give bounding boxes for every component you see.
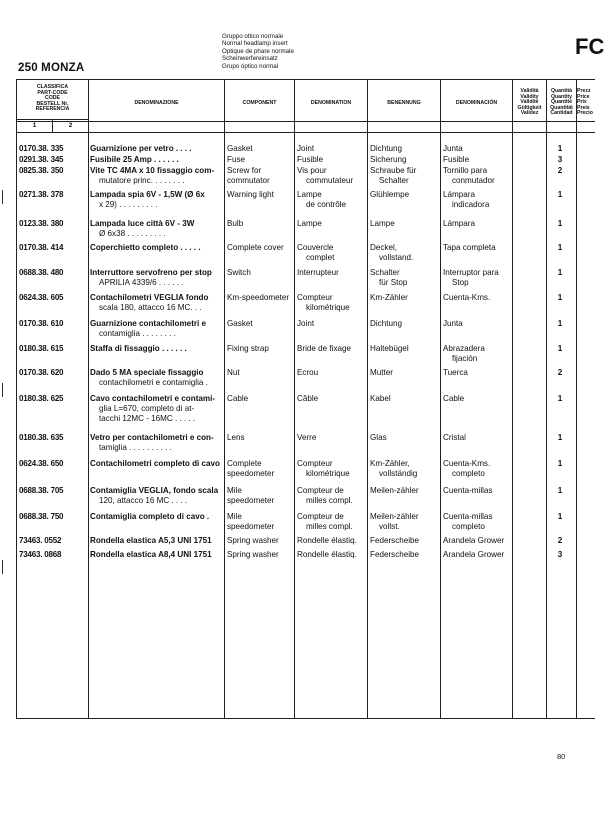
description-en-line: Fixing strap [227, 344, 269, 353]
description-fr-line: milles compl. [306, 496, 353, 505]
description-it-line: contamiglia . . . . . . . . [99, 329, 176, 338]
description-it-line: Lampada luce città 6V - 3W [90, 219, 195, 228]
description-en-line: Cable [227, 394, 249, 403]
part-code: 0624.38. 650 [19, 459, 64, 468]
description-es-line: Tornillo para [443, 166, 488, 175]
description-en-line: Complete [227, 459, 262, 468]
description-en-line: Warning light [227, 190, 274, 199]
margin-mark [2, 190, 9, 204]
description-it-line: tacchi 12MC - 16MC . . . . . [99, 414, 196, 423]
description-de-line: Glas [370, 433, 387, 442]
description-it-line: Guarnizione contachilometri e [90, 319, 207, 328]
description-it-line: Contamiglia VEGLIA, fondo scala [90, 486, 219, 495]
description-it-line: scala 180, attacco 16 MC. . . [99, 303, 202, 312]
part-code: 0271.38. 378 [19, 190, 64, 199]
description-fr-line: Verre [297, 433, 317, 442]
description-es-line: indicadora [452, 200, 490, 209]
quantity: 1 [557, 293, 563, 302]
description-it-line: Contachilometri VEGLIA fondo [90, 293, 209, 302]
description-it-line: Vite TC 4MA x 10 fissaggio com- [90, 166, 215, 175]
description-en-line: Screw for [227, 166, 262, 175]
description-de-line: Glühlempe [370, 190, 410, 199]
description-fr-line: Câble [297, 394, 319, 403]
part-code: 0291.38. 345 [19, 155, 64, 164]
subtitle-de: Scheinwerfereinsatz [222, 55, 278, 63]
part-code: 0170.38. 620 [19, 368, 64, 377]
header-bottom-border [16, 121, 595, 122]
quantity: 1 [557, 394, 563, 403]
part-code: 0688.38. 480 [19, 268, 64, 277]
description-es-line: Cuenta-Kms. [443, 459, 491, 468]
description-fr-line: Rondelle élastiq. [297, 550, 357, 559]
model-title: 250 MONZA [18, 62, 85, 74]
description-de-line: Km-Zähler [370, 293, 408, 302]
description-fr-line: Couvercle [297, 243, 334, 252]
quantity: 1 [557, 512, 563, 521]
description-de-line: vollst. [379, 522, 400, 531]
margin-mark [2, 560, 9, 574]
description-en-line: Mile [227, 512, 242, 521]
description-it-line: Dado 5 MA speciale fissaggio [90, 368, 204, 377]
description-en-line: Nut [227, 368, 240, 377]
description-it-line: Contachilometri completo di cavo [90, 459, 220, 468]
description-fr-line: Fusible [297, 155, 324, 164]
description-de-line: Federscheibe [370, 536, 420, 545]
col-border [440, 79, 441, 719]
description-es-line: Abrazadera [443, 344, 485, 353]
quantity: 1 [557, 190, 563, 199]
description-it-line: Fusibile 25 Amp . . . . . . [90, 155, 179, 164]
description-de-line: Haltebügel [370, 344, 409, 353]
table-bottom-border [16, 718, 595, 719]
part-code: 0180.38. 635 [19, 433, 64, 442]
quantity: 2 [557, 536, 563, 545]
col-border [224, 79, 225, 719]
header-quantita: Quantità Quantity Quantité Quantität Cantidad [550, 88, 573, 117]
description-it-line: Rondella elastica A8,4 UNI 1751 [90, 550, 212, 559]
description-it-line: Cavo contachilometri e contami- [90, 394, 216, 403]
subtitle-fr: Optique de phare normale [222, 47, 294, 55]
quantity: 2 [557, 368, 563, 377]
quantity: 1 [557, 219, 563, 228]
description-it-line: Coperchietto completo . . . . . [90, 243, 201, 252]
description-de-line: Dichtung [370, 144, 402, 153]
part-code: 0170.38. 610 [19, 319, 64, 328]
description-de-line: Meilen-zähler [370, 512, 419, 521]
description-es-line: Arandela Grower [443, 550, 505, 559]
description-es-line: Junta [443, 319, 463, 328]
description-en-line: Switch [227, 268, 251, 277]
description-en-line: Mile [227, 486, 242, 495]
col-border [367, 79, 368, 719]
description-de-line: vollständig [379, 469, 418, 478]
corner-section-code: FC [575, 34, 604, 59]
description-es-line: completo [452, 469, 485, 478]
header-denomination: DENOMINATION [310, 100, 352, 106]
description-en-line: Km-speedometer [227, 293, 290, 302]
description-de-line: Schalter [370, 268, 400, 277]
description-es-line: conmutador [452, 176, 495, 185]
description-fr-line: Compteur de [297, 486, 344, 495]
description-en-line: commutator [227, 176, 270, 185]
description-es-line: Interruptor para [443, 268, 499, 277]
description-fr-line: Compteur de [297, 512, 344, 521]
description-es-line: Junta [443, 144, 463, 153]
description-fr-line: Compteur [297, 459, 333, 468]
description-en-line: Lens [227, 433, 245, 442]
description-fr-line: complet [306, 253, 335, 262]
description-fr-line: Ecrou [297, 368, 319, 377]
quantity: 1 [557, 144, 563, 153]
description-it-line: x 29) . . . . . . . . . [99, 200, 158, 209]
description-en-line: Complete cover [227, 243, 284, 252]
description-es-line: Cuenta-millas [443, 486, 493, 495]
description-es-line: Cable [443, 394, 465, 403]
header-denominacion: DENOMINACIÓN [455, 100, 498, 106]
description-de-line: Km-Zähler, [370, 459, 410, 468]
header-sub-1: 1 [32, 122, 37, 129]
description-fr-line: Compteur [297, 293, 333, 302]
part-code: 0688.38. 750 [19, 512, 64, 521]
part-code: 73463. 0868 [19, 550, 62, 559]
description-it-line: Rondella elastica A5,3 UNI 1751 [90, 536, 212, 545]
description-de-line: Sicherung [370, 155, 407, 164]
description-de-line: Schalter [379, 176, 409, 185]
quantity: 1 [557, 243, 563, 252]
description-en-line: speedometer [227, 496, 275, 505]
header-classifica: CLASSIFICA PART-CODE CODE BESTELL Nr. REFERENCIA [35, 84, 70, 113]
description-it-line: 120, attacco 16 MC . . . . [99, 496, 188, 505]
description-de-line: Kabel [370, 394, 391, 403]
description-es-line: completo [452, 522, 485, 531]
description-es-line: Cuenta-millas [443, 512, 493, 521]
subtitle-it: Gruppo ottico normale [222, 33, 284, 40]
quantity: 1 [557, 344, 563, 353]
description-it-line: Guarnizione per vetro . . . . [90, 144, 192, 153]
quantity: 1 [557, 268, 563, 277]
description-it-line: Interruttore servofreno per stop [90, 268, 212, 277]
description-es-line: fijación [452, 354, 478, 363]
description-it-line: Staffa di fissaggio . . . . . . [90, 344, 187, 353]
header-denominazione: DENOMINAZIONE [134, 100, 179, 106]
description-de-line: Mutter [370, 368, 393, 377]
quantity: 3 [557, 155, 563, 164]
description-en-line: Spring washer [227, 550, 279, 559]
description-en-line: Gasket [227, 144, 253, 153]
header-sub-2: 2 [68, 122, 73, 129]
description-fr-line: Lampe [297, 190, 322, 199]
description-fr-line: milles compl. [306, 522, 353, 531]
part-code: 0624.38. 605 [19, 293, 64, 302]
part-code: 0170.38. 414 [19, 243, 64, 252]
quantity: 1 [557, 486, 563, 495]
col-border [512, 79, 513, 719]
description-de-line: Meilen-zähler [370, 486, 419, 495]
group-subtitles [222, 33, 294, 70]
description-es-line: Lámpara [443, 190, 475, 199]
description-it-line: Ø 6x38 . . . . . . . . . [99, 229, 166, 238]
quantity: 1 [557, 459, 563, 468]
header-prezzo: Prezz Price Prix Preis Precio [577, 88, 593, 117]
description-fr-line: Lampe [297, 219, 322, 228]
quantity: 1 [557, 433, 563, 442]
description-es-line: Arandela Grower [443, 536, 505, 545]
description-fr-line: Interrupteur [297, 268, 339, 277]
description-en-line: speedometer [227, 522, 275, 531]
header-validita: Validità Validity Validité Gültigkeit Validez [517, 88, 542, 117]
subtitle-en: Normal headlamp insert [222, 40, 288, 48]
part-code: 0180.38. 615 [19, 344, 64, 353]
description-en-line: speedometer [227, 469, 275, 478]
part-code: 0180.38. 625 [19, 394, 64, 403]
col-border [546, 79, 547, 719]
description-de-line: Dichtung [370, 319, 402, 328]
description-it-line: Contamiglia completo di cavo . [90, 512, 210, 521]
header-benennung: BENENNUNG [387, 100, 421, 106]
description-es-line: Cuenta-Kms. [443, 293, 491, 302]
subtitle-es: Grupo óptico normal [222, 62, 279, 70]
description-fr-line: kilométrique [306, 469, 350, 478]
description-es-line: Tapa completa [443, 243, 496, 252]
description-de-line: für Stop [379, 278, 408, 287]
description-fr-line: kilométrique [306, 303, 350, 312]
table-top-border [16, 79, 595, 80]
quantity: 1 [557, 319, 563, 328]
description-it-line: tamiglia . . . . . . . . . . [99, 443, 172, 452]
col-border [576, 79, 577, 719]
subheader-bottom-border [16, 132, 595, 133]
description-fr-line: Rondelle élastiq. [297, 536, 357, 545]
col-border [88, 79, 89, 719]
part-code: 73463. 0552 [19, 536, 62, 545]
header-component: COMPONENT [242, 100, 277, 106]
description-it-line: APRILIA 4339/6 . . . . . . [99, 278, 184, 287]
description-it-line: Vetro per contachilometri e con- [90, 433, 214, 442]
margin-mark [2, 383, 9, 397]
part-code: 0123.38. 380 [19, 219, 64, 228]
description-en-line: Gasket [227, 319, 253, 328]
description-de-line: Schraube für [370, 166, 417, 175]
description-de-line: Federscheibe [370, 550, 420, 559]
description-it-line: glia L=670, completo di at- [99, 404, 195, 413]
description-es-line: Cristal [443, 433, 466, 442]
description-fr-line: Bride de fixage [297, 344, 351, 353]
description-de-line: Deckel, [370, 243, 397, 252]
page-number: 80 [557, 752, 566, 761]
description-es-line: Fusible [443, 155, 470, 164]
description-en-line: Bulb [227, 219, 244, 228]
description-es-line: Lámpara [443, 219, 475, 228]
col-border [294, 79, 295, 719]
description-de-line: Lampe [370, 219, 395, 228]
description-es-line: Tuerca [443, 368, 468, 377]
part-code: 0170.38. 335 [19, 144, 64, 153]
description-en-line: Fuse [227, 155, 245, 164]
part-code: 0688.38. 705 [19, 486, 64, 495]
description-fr-line: Joint [297, 319, 315, 328]
col-border [16, 79, 17, 719]
description-de-line: vollstand. [379, 253, 414, 262]
description-en-line: Spring washer [227, 536, 279, 545]
description-es-line: Stop [452, 278, 469, 287]
quantity: 3 [557, 550, 563, 559]
description-it-line: Lampada spia 6V - 1,5W (Ø 6x [90, 190, 205, 199]
description-fr-line: Joint [297, 144, 315, 153]
description-fr-line: commutateur [306, 176, 354, 185]
description-fr-line: de contrôle [306, 200, 347, 209]
description-fr-line: Vis pour [297, 166, 327, 175]
part-code: 0825.38. 350 [19, 166, 64, 175]
description-it-line: mutatore princ. . . . . . . . [99, 176, 185, 185]
description-it-line: contachilometri e contamiglia . [99, 378, 208, 387]
quantity: 2 [557, 166, 563, 175]
